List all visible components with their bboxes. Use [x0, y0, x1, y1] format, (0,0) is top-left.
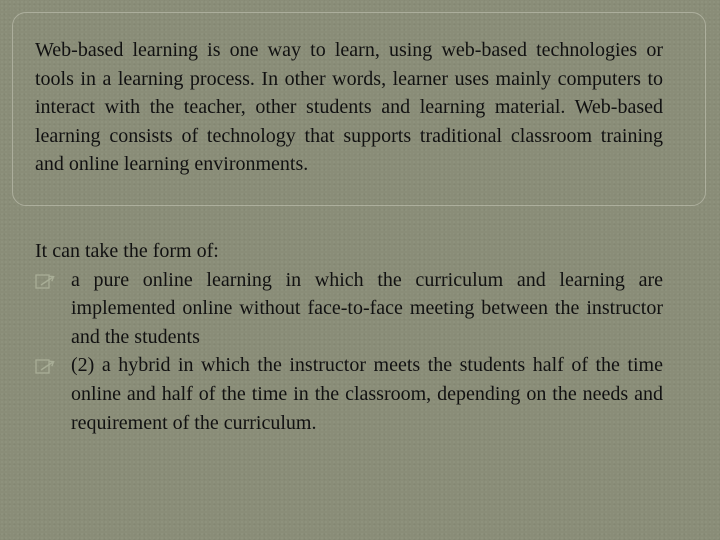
intro-paragraph: Web-based learning is one way to learn, using web-based technologies or tools in a learning process. In other words, learner uses mainly computers to interact with the teacher, other students and learning material. Web-based learning consists of technology that supports traditional classroom training and online learning environments. — [35, 39, 663, 176]
list-item — [35, 351, 663, 437]
lead-text: It can take the form of: — [35, 240, 219, 262]
box-arrow-bullet-icon — [35, 271, 57, 289]
box-arrow-bullet-icon — [35, 356, 57, 374]
content-block — [35, 237, 663, 437]
bullet-text: (2) a hybrid in which the instructor meets the students half of the time online and half of the time in the classroom, depending on the needs and requirement of the curriculum. — [71, 354, 663, 434]
bullet-text: a pure online learning in which the curriculum and learning are implemented online without face-to-face meeting between the instructor and the students — [71, 268, 663, 348]
list-item — [35, 266, 663, 352]
bullet-list — [35, 266, 663, 438]
